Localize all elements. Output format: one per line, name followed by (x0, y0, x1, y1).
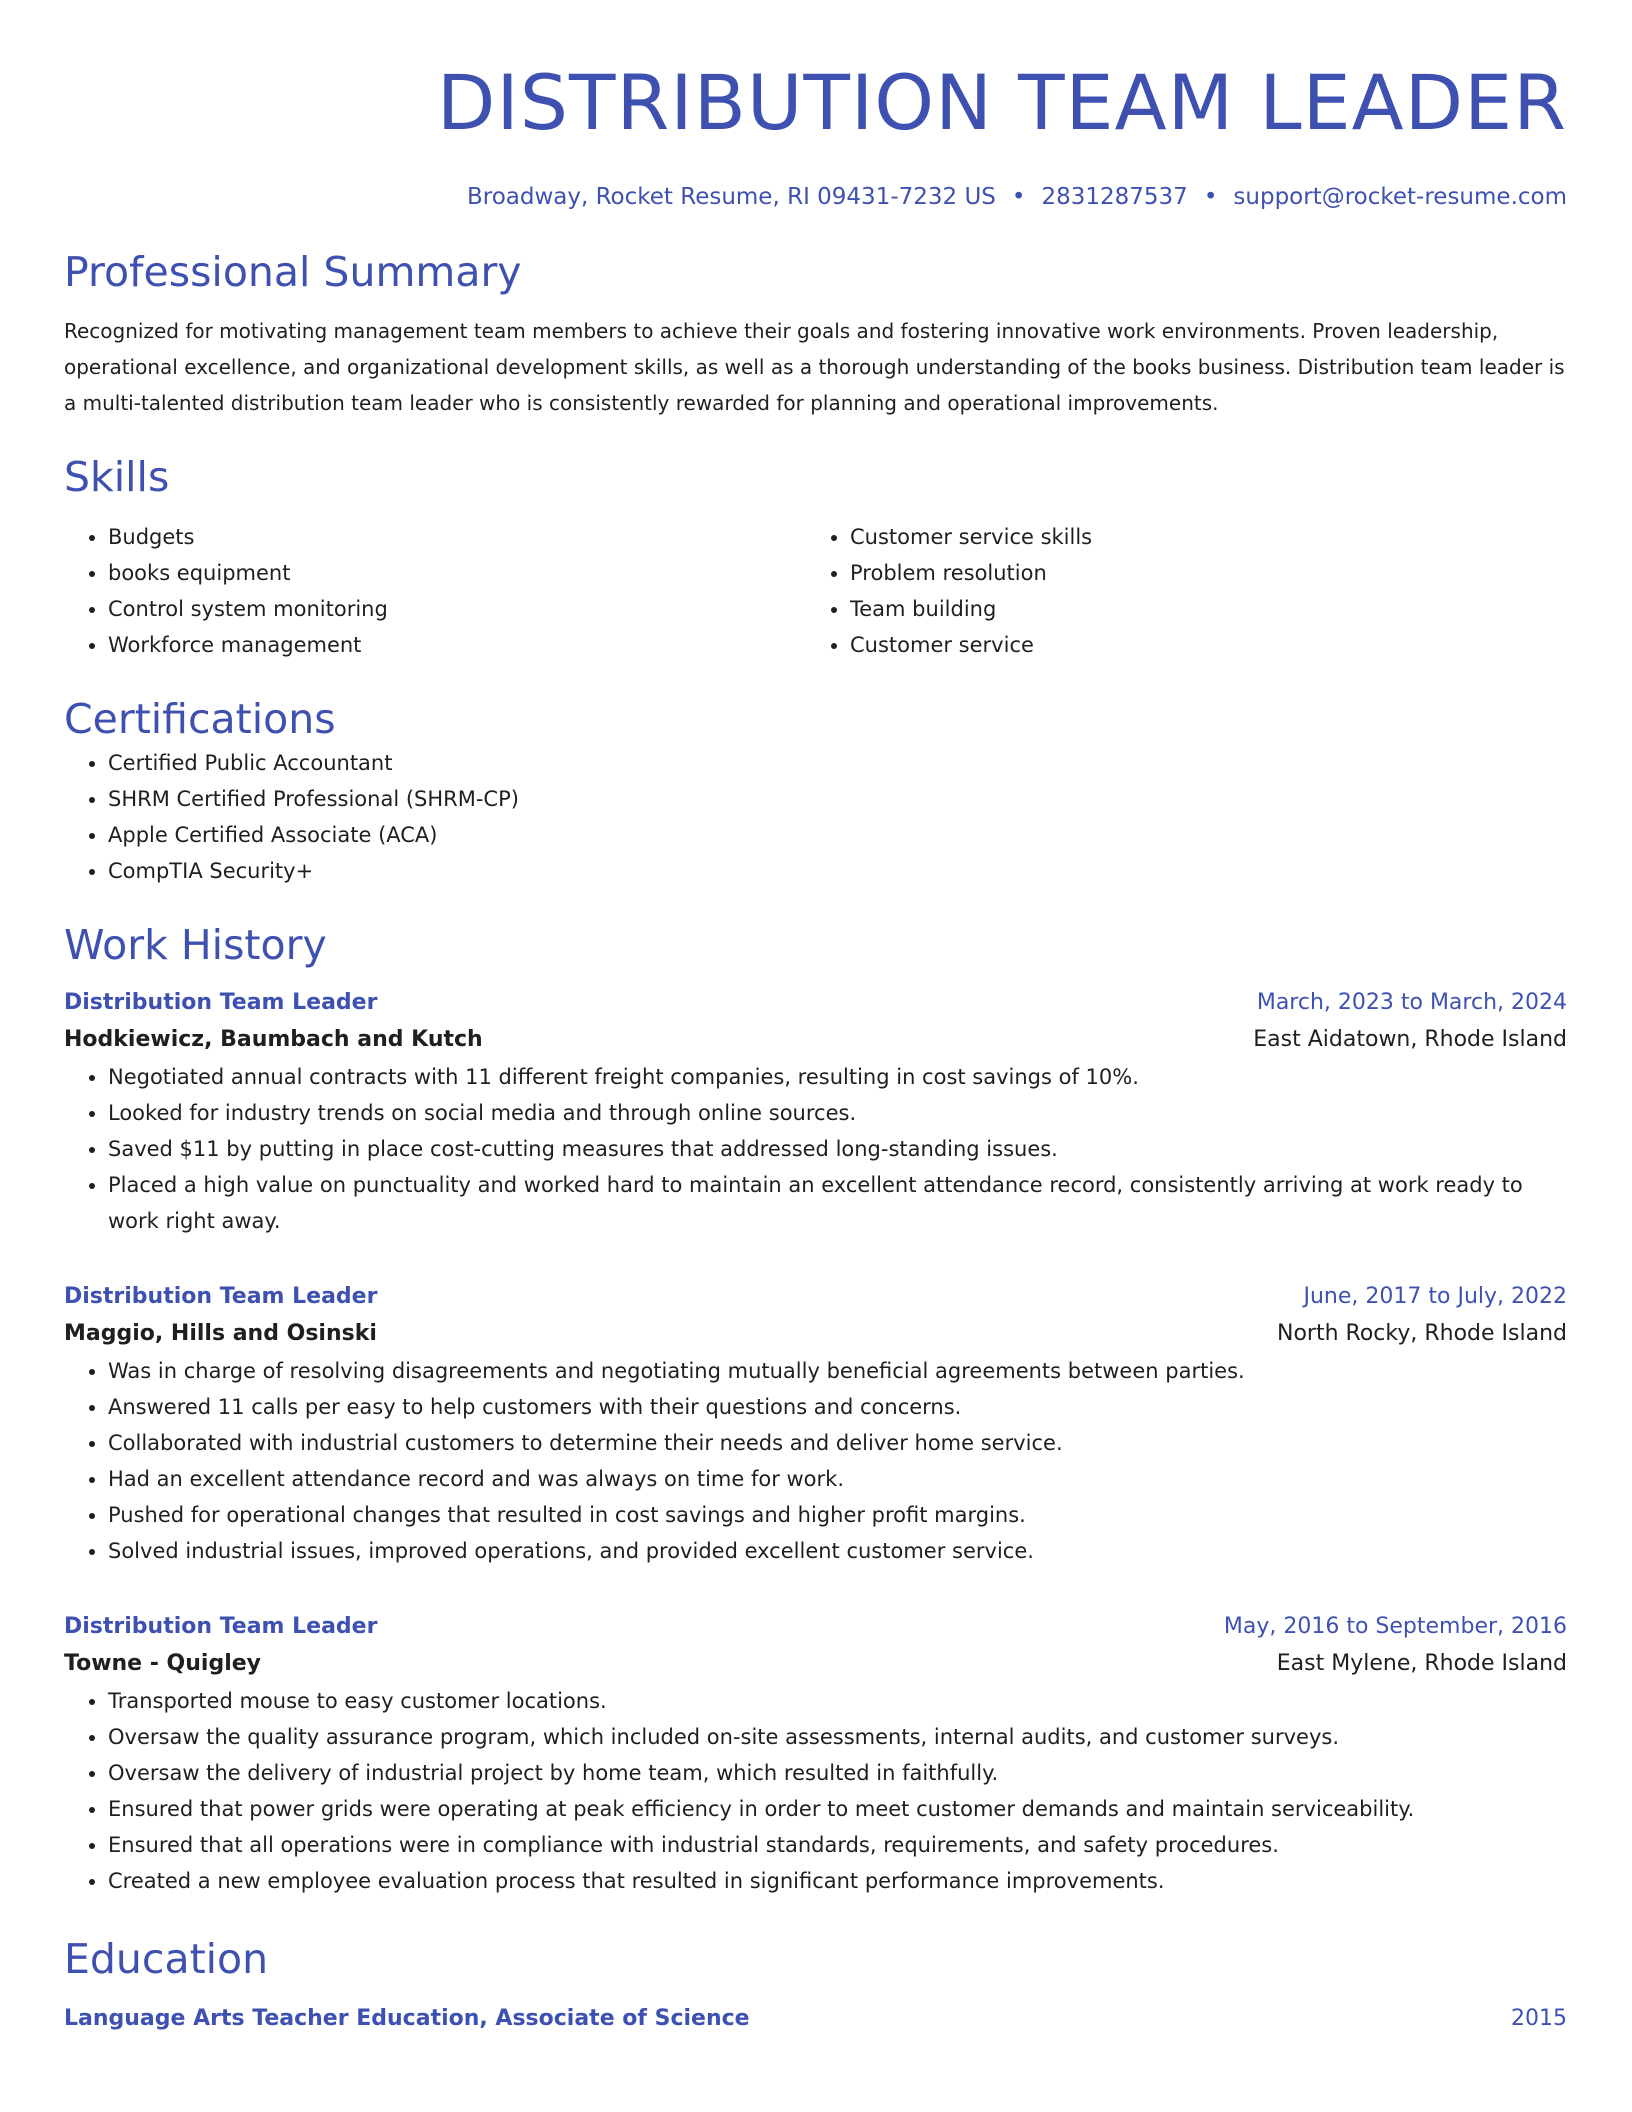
contact-phone: 2831287537 (1041, 184, 1188, 210)
job-bullet: • Transported mouse to easy customer locations. (108, 1683, 1567, 1719)
job-bullet: • Ensured that all operations were in compliance with industrial standards, requirements, and safety procedures. (108, 1827, 1567, 1863)
job-bullet: • Oversaw the quality assurance program, which included on-site assessments, internal audits, and customer surveys. (108, 1719, 1567, 1755)
job-bullet: • Oversaw the delivery of industrial project by home team, which resulted in faithfully. (108, 1755, 1567, 1791)
certifications-heading: Certifications (64, 695, 336, 743)
job-bullet: • Ensured that power grids were operating at peak efficiency in order to meet customer demands and maintain serviceability. (108, 1791, 1567, 1827)
job-company: Maggio, Hills and Osinski (64, 1321, 377, 1346)
job-title: Distribution Team Leader (64, 1284, 378, 1309)
job-entry (64, 1279, 1567, 1569)
skill-item: • Team building (850, 591, 1092, 627)
skills-list-left (64, 519, 806, 663)
certifications-list (64, 745, 1567, 889)
job-dates: March, 2023 to March, 2024 (1256, 990, 1567, 1015)
job-bullet: • Was in charge of resolving disagreements and negotiating mutually beneficial agreements between parties. (108, 1353, 1567, 1389)
job-company-row (64, 1645, 1567, 1683)
job-title-row (64, 1609, 1567, 1645)
skill-item: • Control system monitoring (108, 591, 806, 627)
education-entry (64, 2001, 1567, 2037)
job-bullet: • Collaborated with industrial customers to determine their needs and deliver home service. (108, 1425, 1567, 1461)
candidate-name: DISTRIBUTION TEAM LEADER (436, 58, 1567, 147)
job-bullet: • Saved $11 by putting in place cost-cutting measures that addressed long-standing issues. (108, 1131, 1567, 1167)
skills-grid (64, 519, 1567, 663)
job-location: North Rocky, Rhode Island (1277, 1321, 1567, 1346)
certification-item: • Certified Public Accountant (108, 745, 1567, 781)
job-bullet: • Pushed for operational changes that resulted in cost savings and higher profit margins. (108, 1497, 1567, 1533)
skills-heading: Skills (64, 453, 170, 501)
skill-item: • Customer service skills (850, 519, 1092, 555)
contact-address: Broadway, Rocket Resume, RI 09431-7232 US (466, 184, 996, 210)
job-company: Hodkiewicz, Baumbach and Kutch (64, 1027, 483, 1052)
job-bullet: • Placed a high value on punctuality and worked hard to maintain an excellent attendance record, consistently arriving at work ready to work right away. (108, 1167, 1567, 1239)
skill-item: • Problem resolution (850, 555, 1092, 591)
summary-text: Recognized for motivating management team members to achieve their goals and fostering innovative work environments. Proven leadership, operational excellence, and organizational development skills, as well as a thorough understanding of the books business. Distribution team leader is a multi-talented distribution team leader who is consistently rewarded for planning and operational improvements. (64, 319, 1565, 415)
education-heading: Education (64, 1935, 269, 1983)
certification-item: • CompTIA Security+ (108, 853, 1567, 889)
job-bullet: • Had an excellent attendance record and was always on time for work. (108, 1461, 1567, 1497)
skills-column-right (806, 519, 1092, 663)
job-bullet-list (64, 1059, 1567, 1239)
skill-item: • Customer service (850, 627, 1092, 663)
skills-list-right (806, 519, 1092, 663)
job-title: Distribution Team Leader (64, 990, 378, 1015)
job-bullet-list (64, 1683, 1567, 1899)
certification-item: • Apple Certified Associate (ACA) (108, 817, 1567, 853)
job-bullet-list (64, 1353, 1567, 1569)
skill-item: • Workforce management (108, 627, 806, 663)
job-company-row (64, 1315, 1567, 1353)
job-entry (64, 1609, 1567, 1899)
job-bullet: • Looked for industry trends on social media and through online sources. (108, 1095, 1567, 1131)
job-dates: June, 2017 to July, 2022 (1303, 1284, 1567, 1309)
job-company: Towne - Quigley (64, 1651, 262, 1676)
job-company-row (64, 1021, 1567, 1059)
contact-separator: • (1011, 184, 1026, 210)
job-title-row (64, 1279, 1567, 1315)
job-location: East Aidatown, Rhode Island (1253, 1027, 1567, 1052)
contact-line (64, 182, 1567, 212)
job-bullet: • Solved industrial issues, improved operations, and provided excellent customer service. (108, 1533, 1567, 1569)
skill-item: • books equipment (108, 555, 806, 591)
summary-heading: Professional Summary (64, 248, 522, 296)
certification-item: • SHRM Certified Professional (SHRM-CP) (108, 781, 1567, 817)
job-bullet: • Negotiated annual contracts with 11 different freight companies, resulting in cost savings of 10%. (108, 1059, 1567, 1095)
skill-item: • Budgets (108, 519, 806, 555)
resume-header (64, 50, 1567, 212)
work-history-heading: Work History (64, 921, 327, 969)
contact-separator: • (1203, 184, 1218, 210)
education-year: 2015 (1511, 2006, 1567, 2031)
education-degree: Language Arts Teacher Education, Associate of Science (64, 2006, 750, 2031)
job-title: Distribution Team Leader (64, 1614, 378, 1639)
job-title-row (64, 985, 1567, 1021)
job-bullet: • Answered 11 calls per easy to help customers with their questions and concerns. (108, 1389, 1567, 1425)
job-location: East Mylene, Rhode Island (1276, 1651, 1567, 1676)
skills-column-left (64, 519, 806, 663)
job-bullet: • Created a new employee evaluation process that resulted in significant performance improvements. (108, 1863, 1567, 1899)
contact-email: support@rocket-resume.com (1233, 184, 1567, 210)
job-dates: May, 2016 to September, 2016 (1223, 1614, 1567, 1639)
job-entry (64, 985, 1567, 1239)
